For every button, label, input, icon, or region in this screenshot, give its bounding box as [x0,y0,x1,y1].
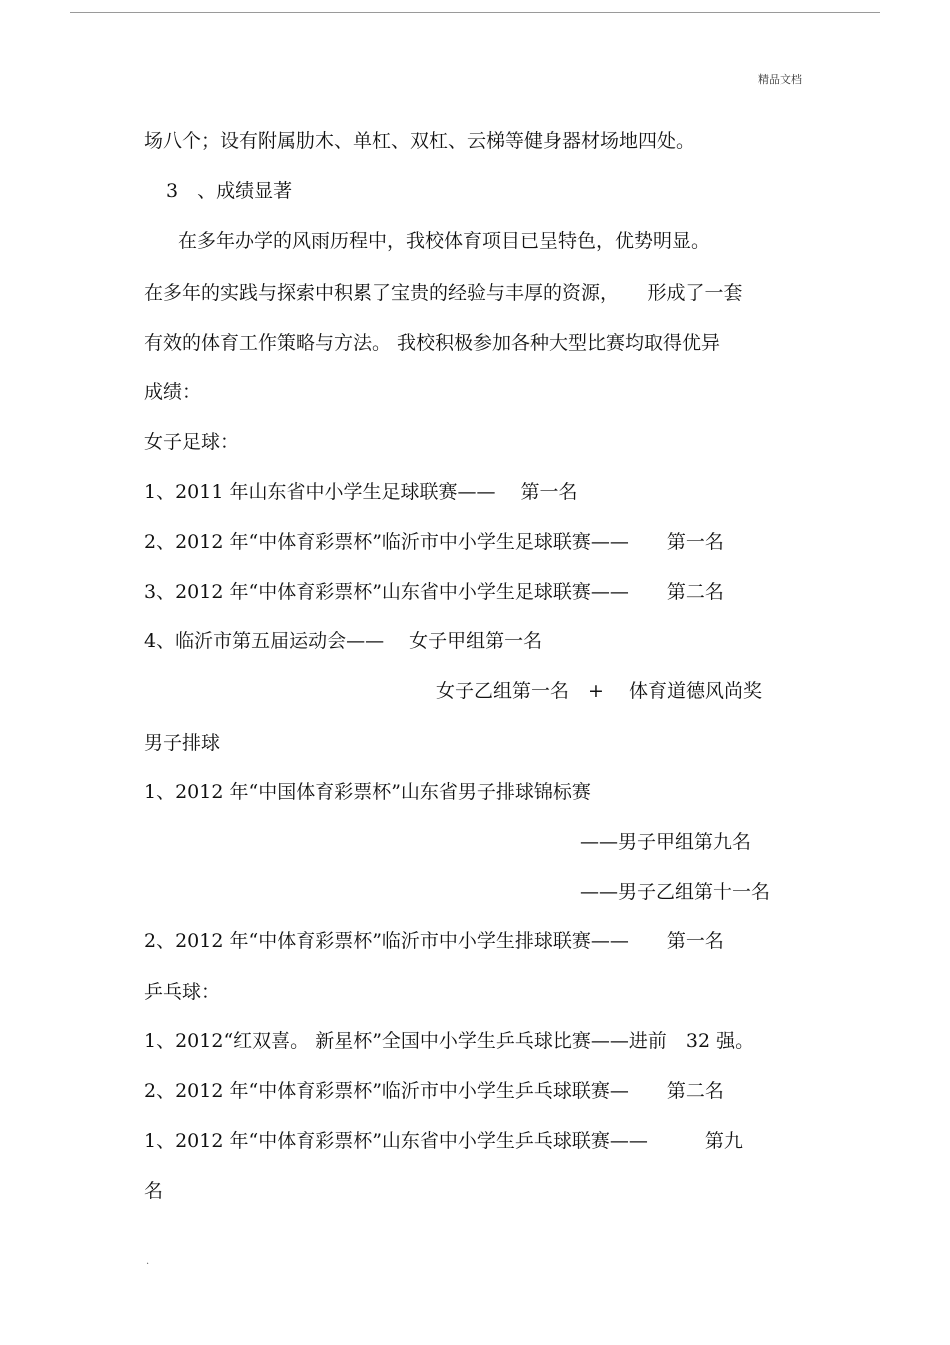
text-line: 场八个；设有附属肋木、单杠、双杠、云梯等健身器材场地四处。 [144,130,696,152]
list-item: 1、2012 年“中体育彩票杯”山东省中小学生乒乓球联赛—— 第九 [144,1130,743,1152]
list-item: 3、2012 年“中体育彩票杯”山东省中小学生足球联赛—— 第二名 [144,581,724,603]
category-heading: 女子足球： [144,431,240,453]
header-rule [70,12,880,13]
list-item: 4、临沂市第五届运动会—— 女子甲组第一名 [144,630,543,652]
list-item: 1、2011 年山东省中小学生足球联赛—— 第一名 [144,481,578,503]
list-item: 2、2012 年“中体育彩票杯”临沂市中小学生排球联赛—— 第一名 [144,930,724,952]
list-item: 2、2012 年“中体育彩票杯”临沂市中小学生足球联赛—— 第一名 [144,531,724,553]
list-item: 2、2012 年“中体育彩票杯”临沂市中小学生乒乓球联赛— 第二名 [144,1080,724,1102]
text-line: 在多年的实践与探索中积累了宝贵的经验与丰厚的资源， 形成了一套 [144,282,743,304]
list-item-continuation: ——男子甲组第九名 [580,831,752,853]
category-heading: 男子排球 [144,732,221,754]
list-item-continuation: ——男子乙组第十一名 [580,881,771,903]
footer-dot: . [146,1256,150,1267]
list-item: 1、2012 年“中国体育彩票杯”山东省男子排球锦标赛 [144,781,591,803]
text-line: 有效的体育工作策略与方法。 我校积极参加各种大型比赛均取得优异 [144,332,721,354]
header-label: 精品文档 [758,73,802,86]
list-item-continuation: 名 [144,1180,164,1202]
text-line: 在多年办学的风雨历程中，我校体育项目已呈特色，优势明显。 [178,230,711,252]
section-heading: 3 、成绩显著 [166,180,293,202]
text-line: 成绩： [144,381,202,403]
list-item-continuation: 女子乙组第一名 + 体育道德风尚奖 [436,680,762,702]
category-heading: 乒乓球： [144,981,221,1003]
list-item: 1、2012“红双喜。 新星杯”全国中小学生乒乓球比赛——进前 32 强。 [144,1030,755,1052]
